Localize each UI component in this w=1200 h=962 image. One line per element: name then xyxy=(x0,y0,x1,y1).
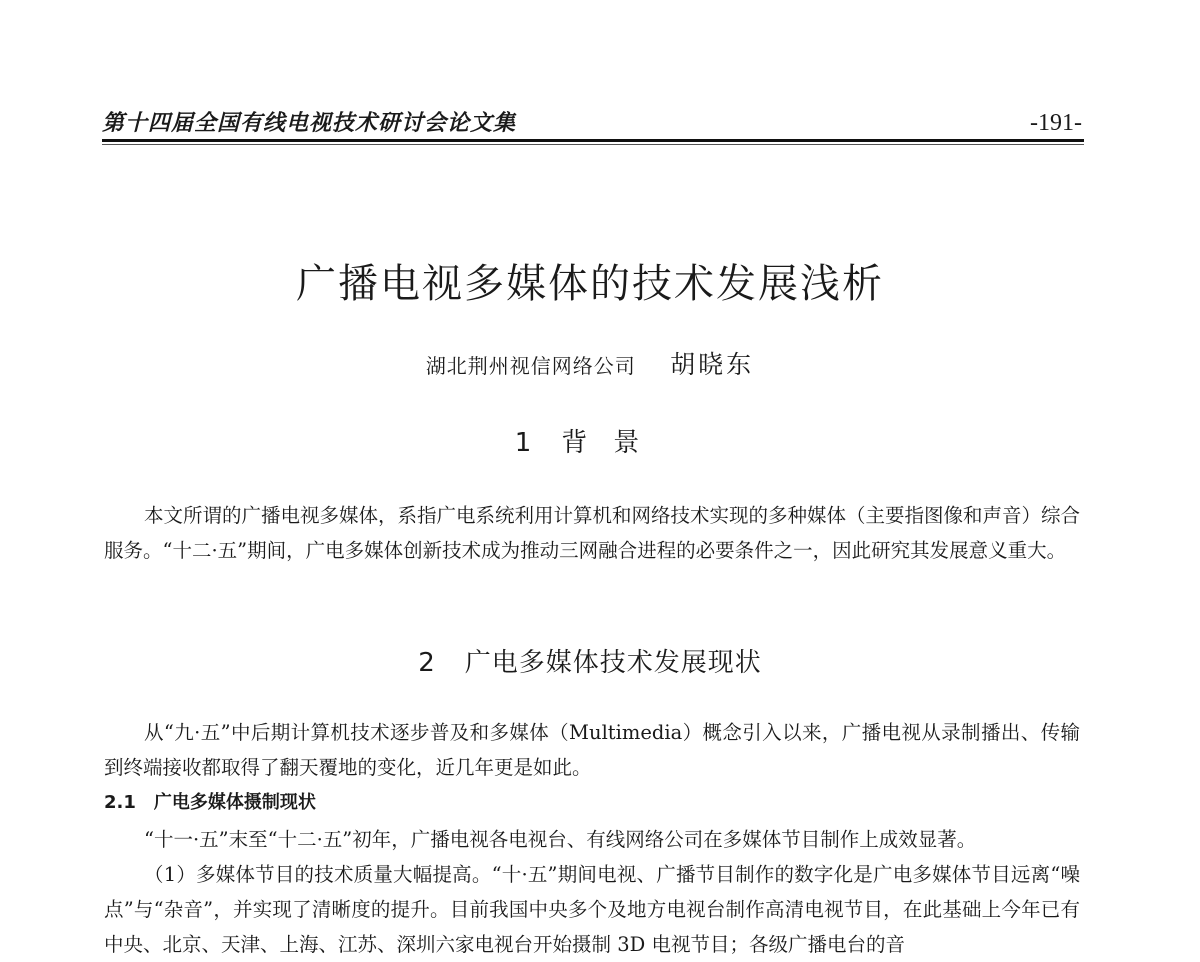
page-number: -191- xyxy=(1030,110,1082,136)
subsection-number: 2.1 xyxy=(104,792,136,813)
header-rule xyxy=(102,139,1084,142)
journal-title: 第十四届全国有线电视技术研讨会论文集 xyxy=(102,110,517,136)
running-header xyxy=(102,108,1082,142)
paper-title: 广播电视多媒体的技术发展浅析 xyxy=(296,261,884,307)
section-number: 2 xyxy=(418,648,435,678)
body-paragraph: 本文所谓的广播电视多媒体，系指广电系统利用计算机和网络技术实现的多种媒体（主要指图像和声音）综合服务。“十二·五”期间，广电多媒体创新技术成为推动三网融合进程的必要条件之一，因此研究其发展意义重大。 xyxy=(104,504,1081,562)
header-rule-thin xyxy=(102,144,1084,145)
section-heading-status xyxy=(0,646,1180,680)
body-paragraph: 从“九·五”中后期计算机技术逐步普及和多媒体（Multimedia）概念引入以来，广播电视从录制播出、传输到终端接收都取得了翻天覆地的变化，近几年更是如此。 xyxy=(104,721,1080,779)
section-title: 背景 xyxy=(561,428,666,458)
author-name: 胡晓东 xyxy=(670,350,755,379)
subsection-title: 广电多媒体摄制现状 xyxy=(153,792,316,813)
section-heading-background xyxy=(0,426,1180,460)
byline xyxy=(0,350,1180,381)
section-title: 广电多媒体技术发展现状 xyxy=(464,648,762,678)
body-paragraph: （1）多媒体节目的技术质量大幅提高。“十·五”期间电视、广播节目制作的数字化是广电多媒体节目远离“噪点”与“杂音”，并实现了清晰度的提升。目前我国中央多个及地方电视台制作高清电视节目，在此基础上今年已有中央、北京、天津、上海、江苏、深圳六家电视台开始摄制 3D 电视节目；各级广播电台的音 xyxy=(104,863,1080,956)
section-number: 1 xyxy=(514,428,532,458)
subsection-heading xyxy=(104,788,316,818)
body-paragraph: “十一·五”末至“十二·五”初年，广播电视各电视台、有线网络公司在多媒体节目制作上成效显著。 xyxy=(144,828,977,851)
author-affiliation: 湖北荆州视信网络公司 xyxy=(425,354,636,378)
